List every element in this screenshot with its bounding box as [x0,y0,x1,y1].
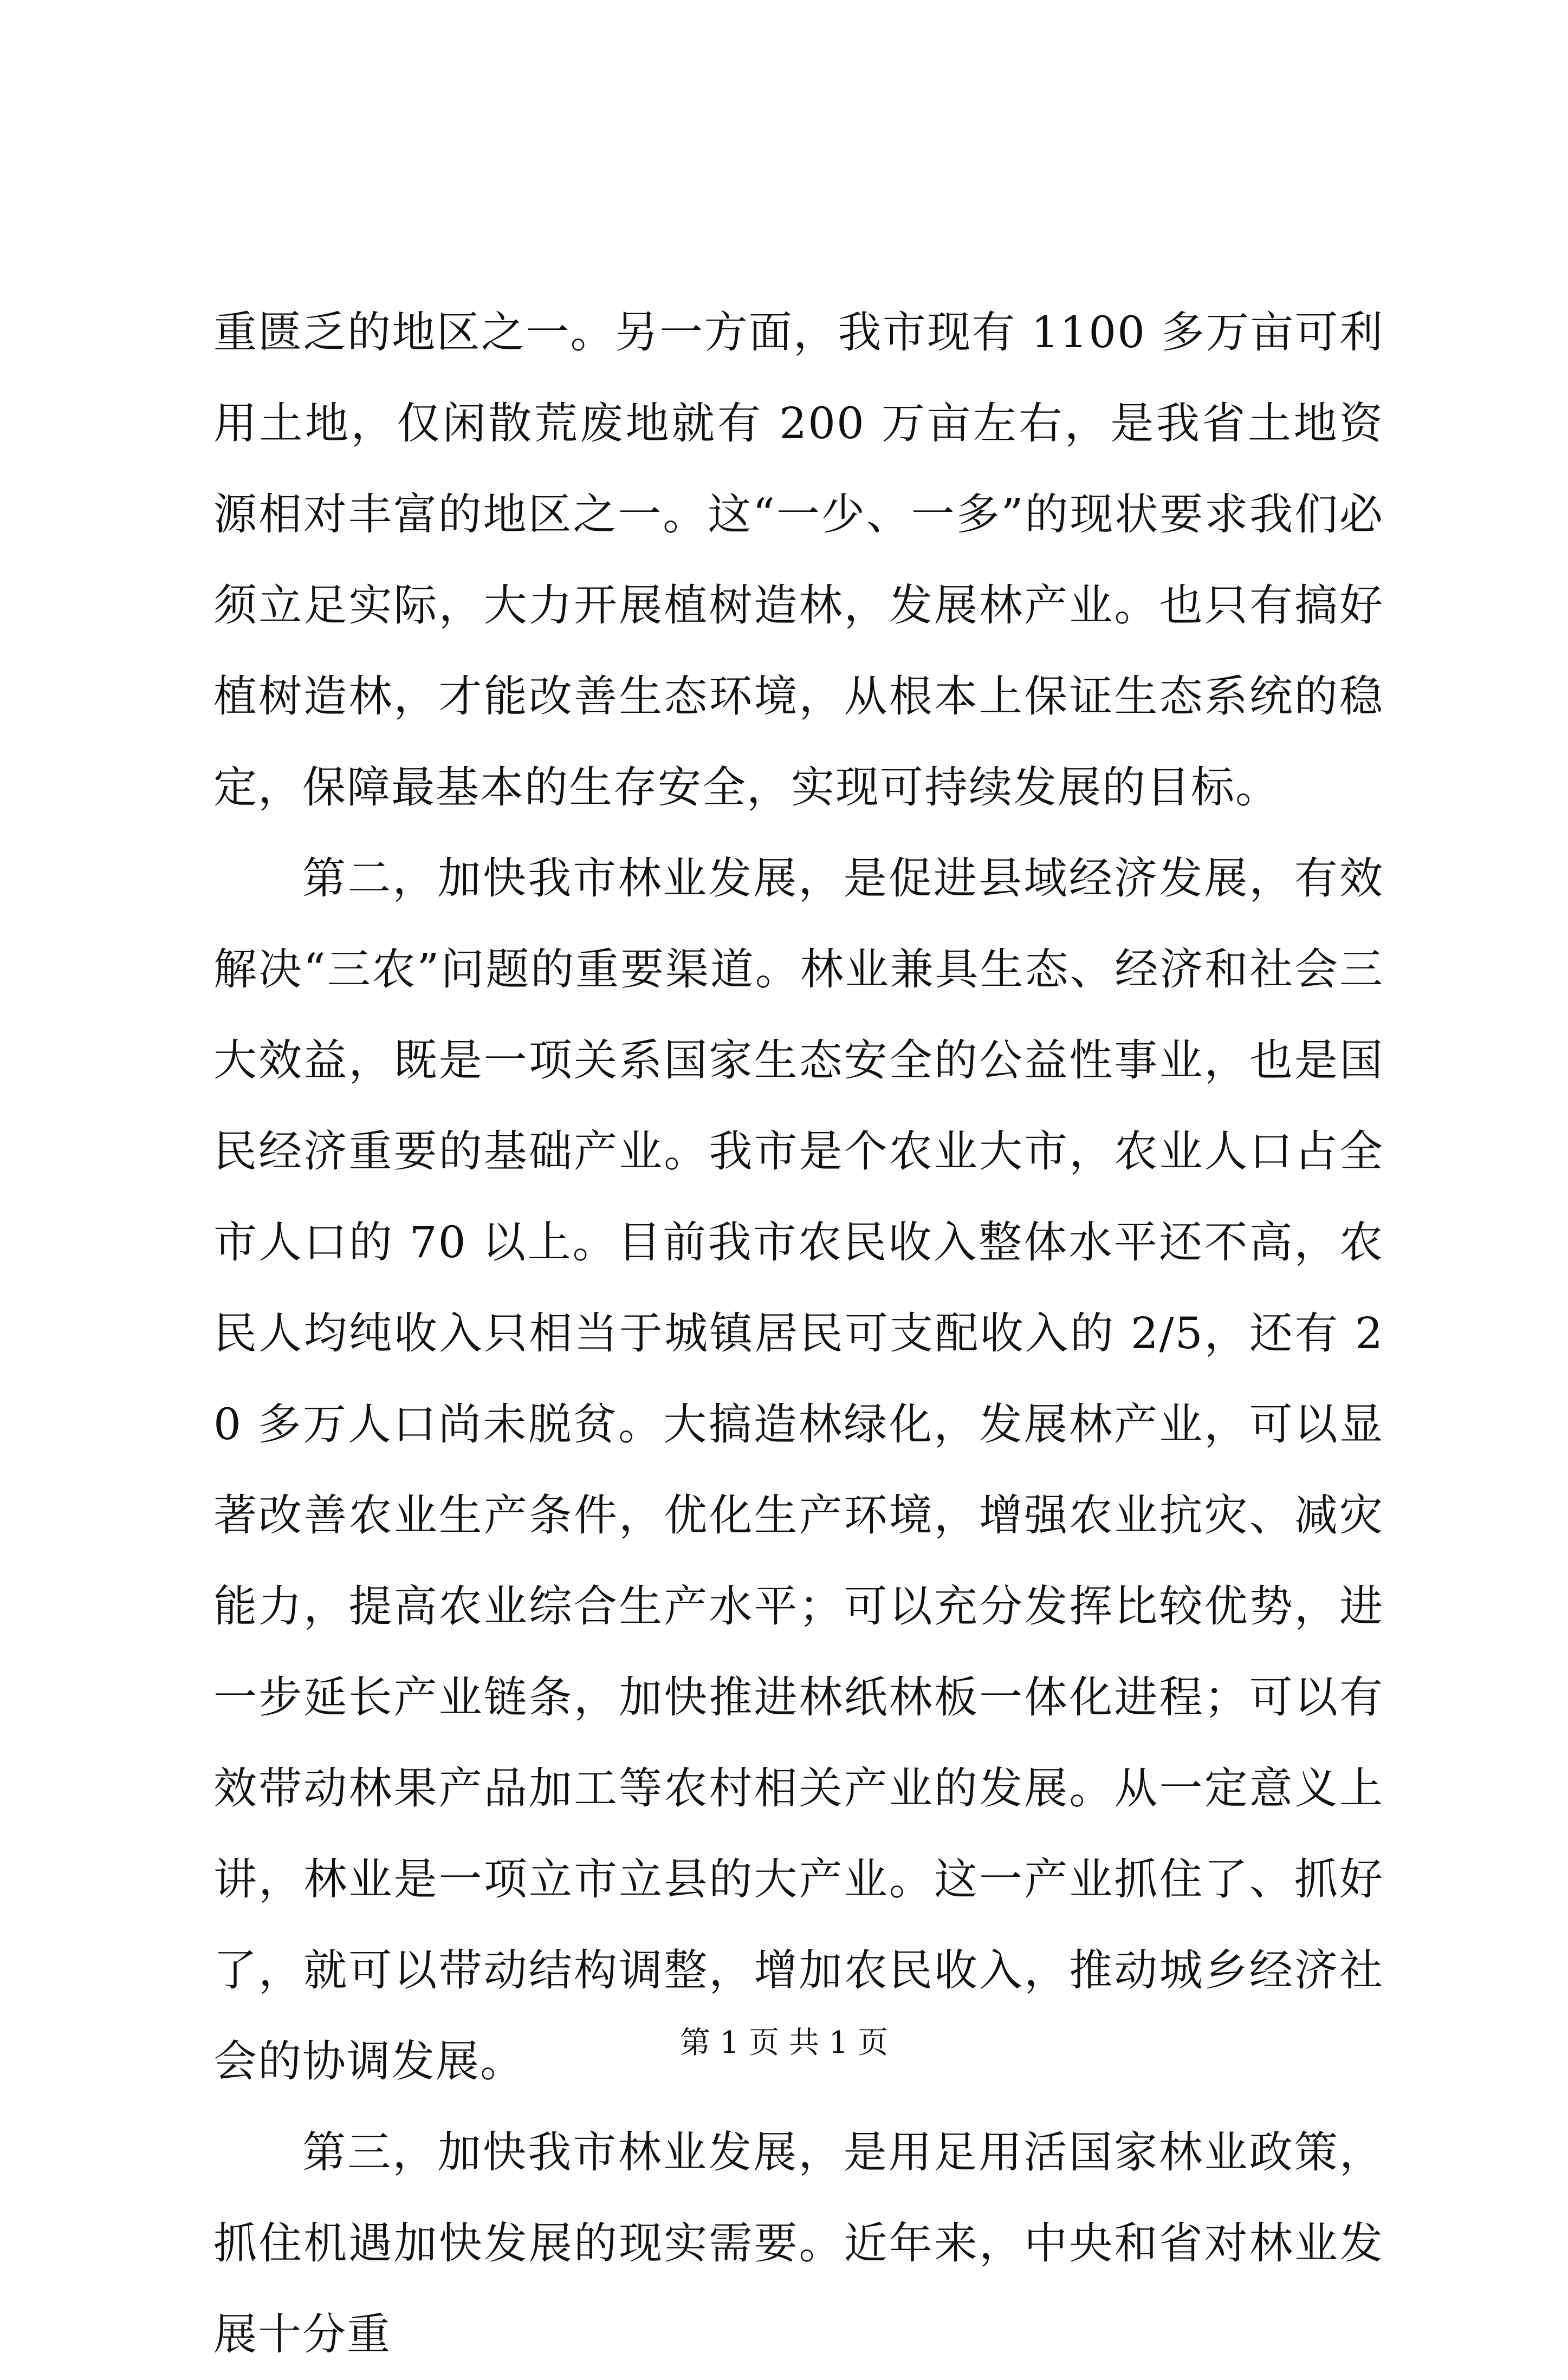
paragraph-2: 第二，加快我市林业发展，是促进县域经济发展，有效解决“三农”问题的重要渠道。林业兼具生态、经济和社会三大效益，既是一项关系国家生态安全的公益性事业，也是国民经济重要的基础产业。我市是个农业大市，农业人口占全市人口的 70 以上。目前我市农民收入整体水平还不高，农民人均纯收入只相当于城镇居民可支配收入的 2/5，还有 20 多万人口尚未脱贫。大搞造林绿化，发展林产业，可以显著改善农业生产条件，优化生产环境，增强农业抗灾、减灾能力，提高农业综合生产水平；可以充分发挥比较优势，进一步延长产业链条，加快推进林纸林板一体化进程；可以有效带动林果产品加工等农村相关产业的发展。从一定意义上讲，林业是一项立市立县的大产业。这一产业抓住了、抓好了，就可以带动结构调整，增加农民收入，推动城乡经济社会的协调发展。 [213,853,1384,2086]
document-body [213,287,1384,2380]
paragraph-3: 第三，加快我市林业发展，是用足用活国家林业政策，抓住机遇加快发展的现实需要。近年来，中央和省对林业发展十分重 [213,2127,1384,2359]
paragraph-1: 重匮乏的地区之一。另一方面，我市现有 1100 多万亩可利用土地，仅闲散荒废地就有 200 万亩左右，是我省土地资源相对丰富的地区之一。这“一少、一多”的现状要求我们必须立足实际，大力开展植树造林，发展林产业。也只有搞好植树造林，才能改善生态环境，从根本上保证生态系统的稳定，保障最基本的生存安全，实现可持续发展的目标。 [213,307,1384,812]
page-footer: 第 1 页 共 1 页 [679,2025,889,2060]
